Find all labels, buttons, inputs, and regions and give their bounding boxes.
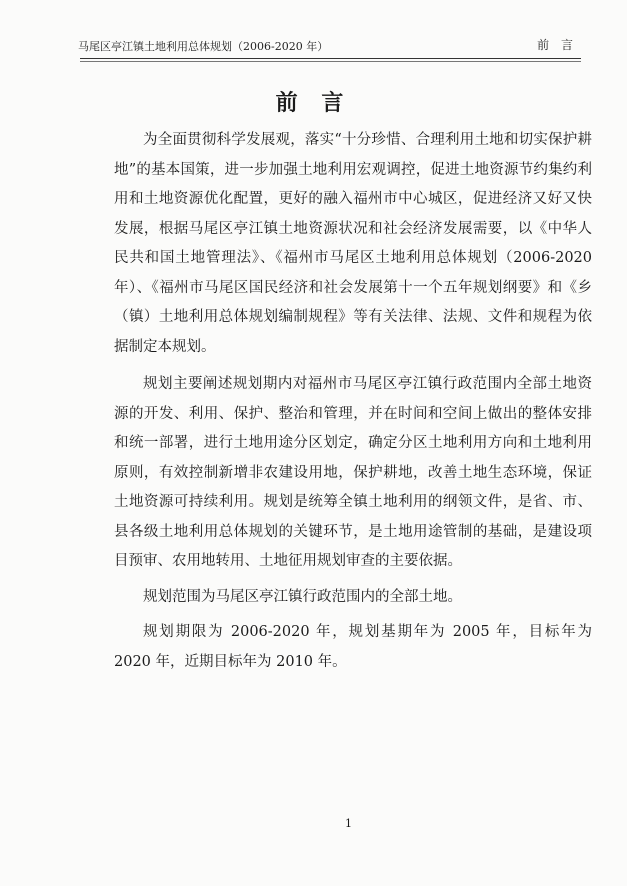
header-section-name: 前 言 (537, 38, 577, 52)
running-header (78, 34, 579, 56)
paragraph-planning-period: 规划期限为 2006-2020 年，规划基期年为 2005 年，目标年为 2020 年，近期目标年为 2010 年。 (114, 624, 592, 670)
header-divider (80, 58, 581, 59)
header-document-title: 马尾区亭江镇土地利用总体规划（2006-2020 年） (78, 40, 329, 53)
body-text (114, 126, 592, 677)
paragraph-purpose: 为全面贯彻科学发展观，落实“十分珍惜、合理利用土地和切实保护耕地”的基本国策，进一步加强土地利用宏观调控，促进土地资源节约集约利用和土地资源优化配置，更好的融入福州市中心城区，促进经济又好又快发展，根据马尾区亭江镇土地资源状况和社会经济发展需要，以《中华人民共和国土地管理法》、《福州市马尾区土地利用总体规划（2006-2020年）、《福州市马尾区国民经济和社会发展第十一个五年规划纲要》和《乡（镇）土地利用总体规划编制规程》等有关法律、法规、文件和规程为依据制定本规划。 (114, 132, 592, 355)
page-number: 1 (345, 817, 352, 830)
page-title: 前 言 (275, 91, 352, 116)
paragraph-planning-area: 规划范围为马尾区亭江镇行政范围内的全部土地。 (143, 588, 462, 605)
paragraph-scope-content: 规划主要阐述规划期内对福州市马尾区亭江镇行政范围内全部土地资源的开发、利用、保护、整治和管理，并在时间和空间上做出的整体安排和统一部署，进行土地用途分区划定，确定分区土地利用方向和土地利用原则，有效控制新增非农建设用地，保护耕地，改善土地生态环境，保证土地资源可持续利用。规划是统筹全镇土地利用的纲领文件，是省、市、县各级土地利用总体规划的关键环节，是土地用途管制的基础，是建设项目预审、农用地转用、土地征用规划审查的主要依据。 (114, 376, 592, 569)
header-divider-thin (80, 61, 581, 62)
